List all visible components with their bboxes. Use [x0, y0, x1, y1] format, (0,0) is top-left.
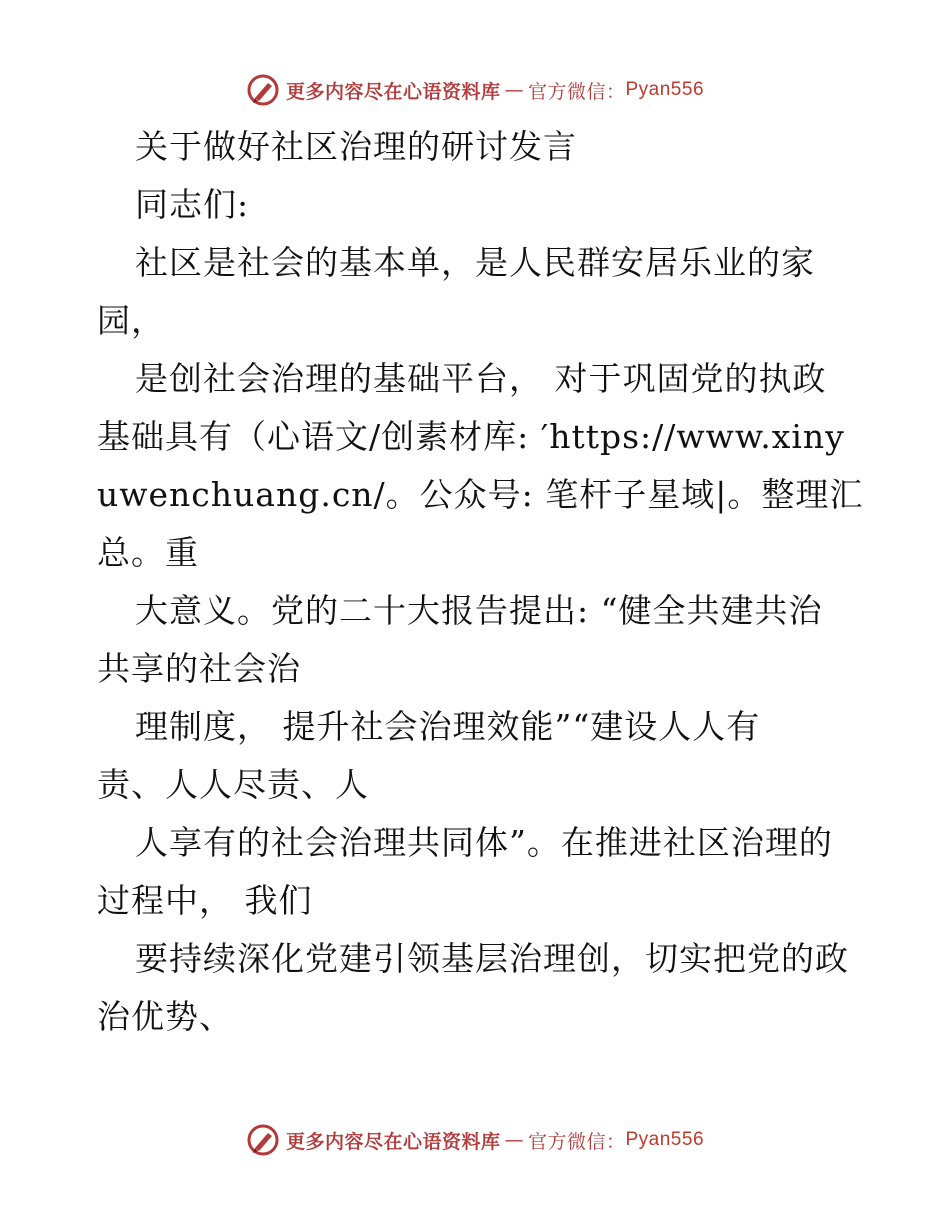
salutation: 同志们: — [135, 185, 250, 224]
paragraph-line: 治优势、 — [97, 997, 233, 1036]
banner-separator: — — [504, 79, 524, 101]
footer-banner — [0, 1120, 950, 1160]
banner-wechat-label: 官方微信： — [527, 1130, 626, 1153]
banner-wechat-label: 官方微信： — [527, 80, 626, 103]
banner-account: Pyan556 — [625, 79, 705, 100]
pen-logo-icon — [246, 73, 280, 107]
document-title: 关于做好社区治理的研讨发言 — [135, 127, 577, 166]
banner-account: Pyan556 — [625, 1129, 705, 1150]
paragraph-line: 大意义。党的二十大报告提出: “健全共建共治 — [135, 591, 823, 630]
paragraph-line: uwenchuang.cn/。公众号: 笔杆子星域|。整理汇 — [97, 475, 864, 514]
banner-separator: — — [504, 1129, 524, 1151]
paragraph-line: 要持续深化党建引领基层治理创，切实把党的政 — [135, 939, 849, 978]
banner-label: 更多内容尽在心语资料库 — [285, 1130, 501, 1153]
pen-logo-icon — [246, 1123, 280, 1157]
paragraph-line: 共享的社会治 — [97, 649, 301, 688]
document-body — [97, 118, 864, 1046]
paragraph-line: 责、人人尽责、人 — [97, 765, 369, 804]
header-banner — [0, 70, 950, 110]
paragraph-line: 总。重 — [97, 533, 199, 572]
banner-label: 更多内容尽在心语资料库 — [285, 80, 501, 103]
paragraph-line: 是创社会治理的基础平台， 对于巩固党的执政 — [135, 359, 827, 398]
paragraph-line: 基础具有（心语文/创素材库: ′https://www.xiny — [97, 417, 845, 456]
paragraph-line: 人享有的社会治理共同体”。在推进社区治理的 — [135, 823, 833, 862]
paragraph-line: 理制度， 提升社会治理效能”“建设人人有 — [135, 707, 761, 746]
paragraph-line: 过程中， 我们 — [97, 881, 313, 920]
paragraph-line: 社区是社会的基本单，是人民群安居乐业的家 — [135, 243, 815, 282]
paragraph-line: 园， — [97, 301, 165, 340]
